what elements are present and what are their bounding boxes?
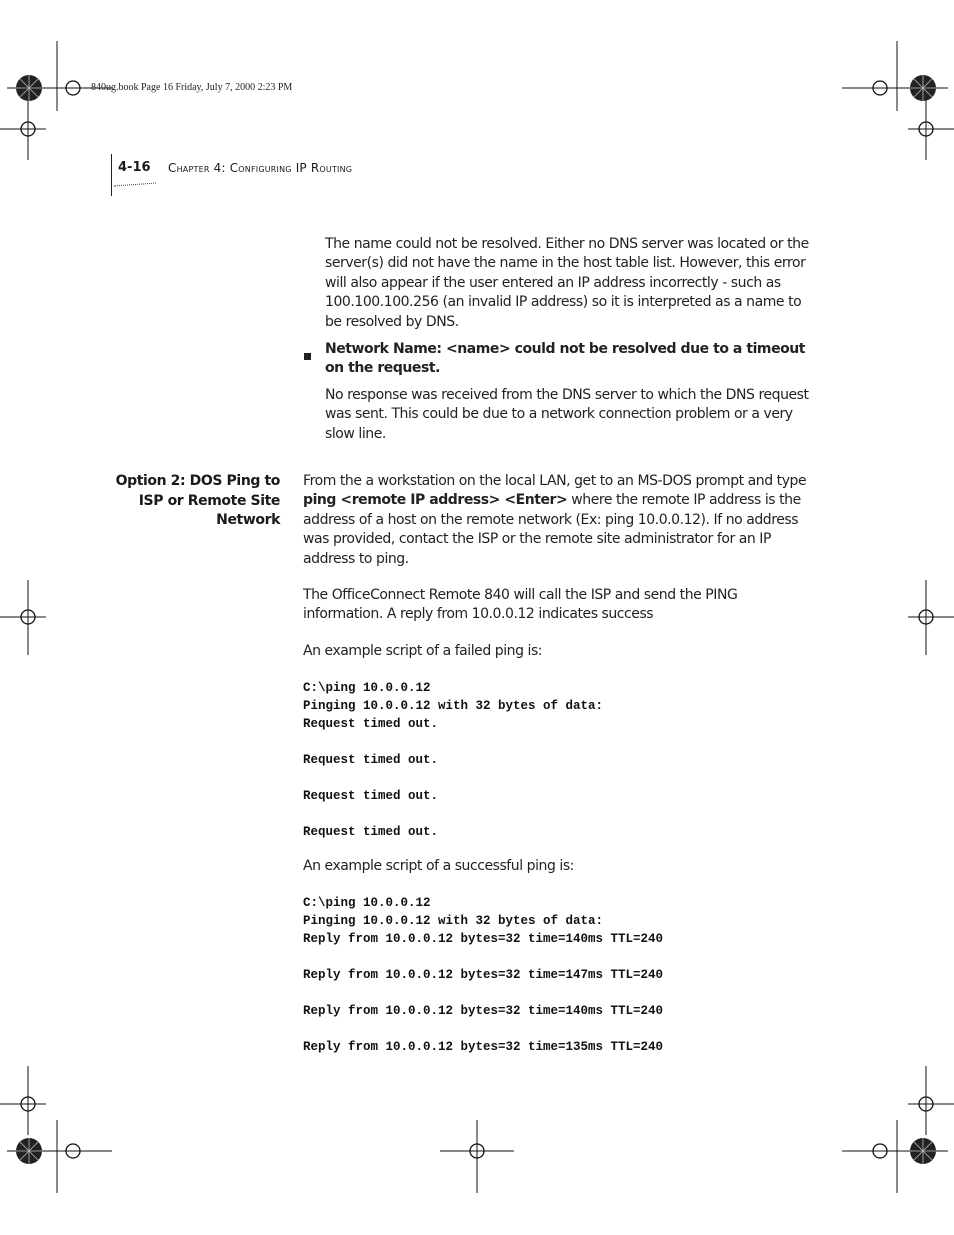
running-head: Chapter 4: Configuring IP Routing [168,161,353,175]
section-side-heading: Option 2: DOS Ping to ISP or Remote Site Network [115,473,280,528]
bullet-square-icon [304,353,311,360]
failed-ping-intro: An example script of a failed ping is: [303,643,543,659]
page-number: 4-16 [118,160,151,175]
bullet-body: No response was received from the DNS server to which the DNS request was sent. This could be due to a network connection problem or a very slow line. [325,387,809,442]
folio-rule [111,154,112,196]
print-slug: 840ug.book Page 16 Friday, July 7, 2000 2:23 PM [91,82,293,93]
bullet-heading: Network Name: <name> could not be resolved due to a timeout on the request. [325,341,806,377]
intro-paragraph: The name could not be resolved. Either no DNS server was located or the server(s) did not have the name in the host table list. However, this error will also appear if the user entered an IP address incorrectly - such as 100.100.100.256 (an invalid IP address) so it is interpreted as a name to be resolved by DNS. [325,236,809,330]
section-paragraph-1: From the a workstation on the local LAN, get to an MS-DOS prompt and type ping <remote IP address> <Enter> where the remote IP address is the address of a host on the remote network (Ex: ping 10.0.0.12). If no address was provided, contact the ISP or the remote site administrator for an IP address to ping. [303,473,807,567]
section-paragraph-2: The OfficeConnect Remote 840 will call the ISP and send the PING information. A reply from 10.0.0.12 indicates success [303,587,738,623]
successful-ping-intro: An example script of a successful ping is: [303,858,574,874]
successful-ping-script: C:\ping 10.0.0.12 Pinging 10.0.0.12 with 32 bytes of data: Reply from 10.0.0.12 bytes=32 time=140ms TTL=240 Reply from 10.0.0.12 bytes=32 time=147ms TTL=240 Reply from 10.0.0.12 bytes=32 time=140ms TTL=240 Reply from 10.0.0.12 bytes=32 time=135ms TTL=240 [303,896,664,1054]
ping-command: ping <remote IP address> <Enter> [303,492,568,509]
failed-ping-script: C:\ping 10.0.0.12 Pinging 10.0.0.12 with 32 bytes of data: Request timed out. Request timed out. Request timed out. Request timed out. [303,681,604,839]
